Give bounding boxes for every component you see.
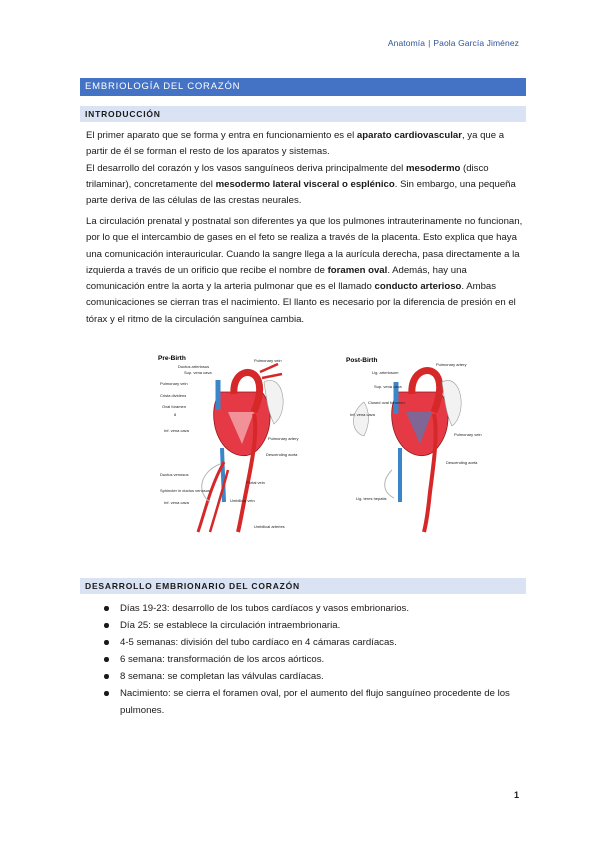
svg-text:Ductus arteriosus: Ductus arteriosus xyxy=(178,364,210,369)
svg-text:Lig. arteriosum: Lig. arteriosum xyxy=(372,370,399,375)
svg-text:Inf. vena cava: Inf. vena cava xyxy=(164,500,189,505)
intro-paragraphs-1 xyxy=(86,128,526,209)
svg-text:Descending aorta: Descending aorta xyxy=(446,460,478,465)
list-item: 8 semana: se completan las válvulas cardíacas. xyxy=(100,668,520,685)
circulation-diagram xyxy=(150,352,490,538)
svg-text:Ductus venosus: Ductus venosus xyxy=(160,472,189,477)
svg-text:Umbilical vein: Umbilical vein xyxy=(230,498,255,503)
svg-text:8: 8 xyxy=(174,412,177,417)
svg-text:Pulmonary vein: Pulmonary vein xyxy=(160,381,188,386)
list-item: Nacimiento: se cierra el foramen oval, por el aumento del flujo sanguíneo procedente de los pulmones. xyxy=(100,685,520,719)
intro-paragraph-3 xyxy=(86,214,526,328)
svg-text:Pulmonary artery: Pulmonary artery xyxy=(436,362,467,367)
list-item: 4-5 semanas: división del tubo cardíaco en 4 cámaras cardíacas. xyxy=(100,634,520,651)
development-list xyxy=(100,600,520,719)
svg-text:Pulmonary vein: Pulmonary vein xyxy=(454,432,482,437)
svg-text:Pulmonary artery: Pulmonary artery xyxy=(268,436,299,441)
section-heading-intro: INTRODUCCIÓN xyxy=(80,106,526,122)
svg-text:Inf. vena cava: Inf. vena cava xyxy=(350,412,375,417)
svg-text:Sup. vena cava: Sup. vena cava xyxy=(184,370,212,375)
svg-text:Descending aorta: Descending aorta xyxy=(266,452,298,457)
section-heading-development: DESARROLLO EMBRIONARIO DEL CORAZÓN xyxy=(80,578,526,594)
svg-text:Pulmonary vein: Pulmonary vein xyxy=(254,358,282,363)
list-item: Días 19-23: desarrollo de los tubos cardíacos y vasos embrionarios. xyxy=(100,600,520,617)
list-item: Día 25: se establece la circulación intraembrionaria. xyxy=(100,617,520,634)
header-subject: Anatomía xyxy=(387,38,426,48)
pre-birth-panel xyxy=(158,355,298,532)
list-item: 6 semana: transformación de los arcos aórticos. xyxy=(100,651,520,668)
svg-text:Umbilical arteries: Umbilical arteries xyxy=(254,524,285,529)
svg-text:Inf. vena cava: Inf. vena cava xyxy=(164,428,189,433)
pre-birth-title: Pre-Birth xyxy=(158,355,186,362)
svg-text:Portal vein: Portal vein xyxy=(246,480,265,485)
svg-text:Crista dividens: Crista dividens xyxy=(160,393,187,398)
paragraph-3: La circulación prenatal y postnatal son diferentes ya que los pulmones intrauterinamente no funcionan, por lo que el intercambio de gases en el feto se realiza a través de la placenta. Esto explica que haya una comunicación interauricular. Cuando la sangre llega a la aurícula derecha, pasa directamente a la izquierda a través de un orificio que recibe el nombre de foramen oval. Además, hay una comunicación entre la aorta y la arteria pulmonar que es el llamado conducto arterioso. Ambas comunicaciones se cierran tras el nacimiento. El llanto es necesario por la diferencia de presión en el tórax y el ritmo de la circulación sanguínea cambia. xyxy=(86,216,523,325)
post-birth-title: Post-Birth xyxy=(346,357,378,364)
svg-text:Lig. teres hepatis: Lig. teres hepatis xyxy=(356,496,387,501)
paragraph-2: El desarrollo del corazón y los vasos sanguíneos deriva principalmente del mesodermo (disco trilaminar), concretamente del mesodermo lateral visceral o esplénico. Sin embargo, una pequeña parte deriva de las células de las crestas neurales. xyxy=(86,162,516,207)
header-separator: | xyxy=(428,38,431,48)
svg-text:Sphincter in ductus venosus: Sphincter in ductus venosus xyxy=(160,488,211,493)
paragraph-1: El primer aparato que se forma y entra en funcionamiento es el aparato cardiovascular, ya que a partir de él se forman el resto de los aparatos y sistemas. xyxy=(86,130,505,158)
svg-text:Closed oval foramen: Closed oval foramen xyxy=(368,400,405,405)
document-title: EMBRIOLOGÍA DEL CORAZÓN xyxy=(80,78,526,96)
header-author: Paola García Jiménez xyxy=(433,38,519,48)
post-birth-panel xyxy=(346,357,482,532)
svg-text:Sup. vena cava: Sup. vena cava xyxy=(374,384,402,389)
page-number: 1 xyxy=(513,790,519,800)
page-header xyxy=(388,38,519,48)
svg-text:Oval foramen: Oval foramen xyxy=(162,404,187,409)
